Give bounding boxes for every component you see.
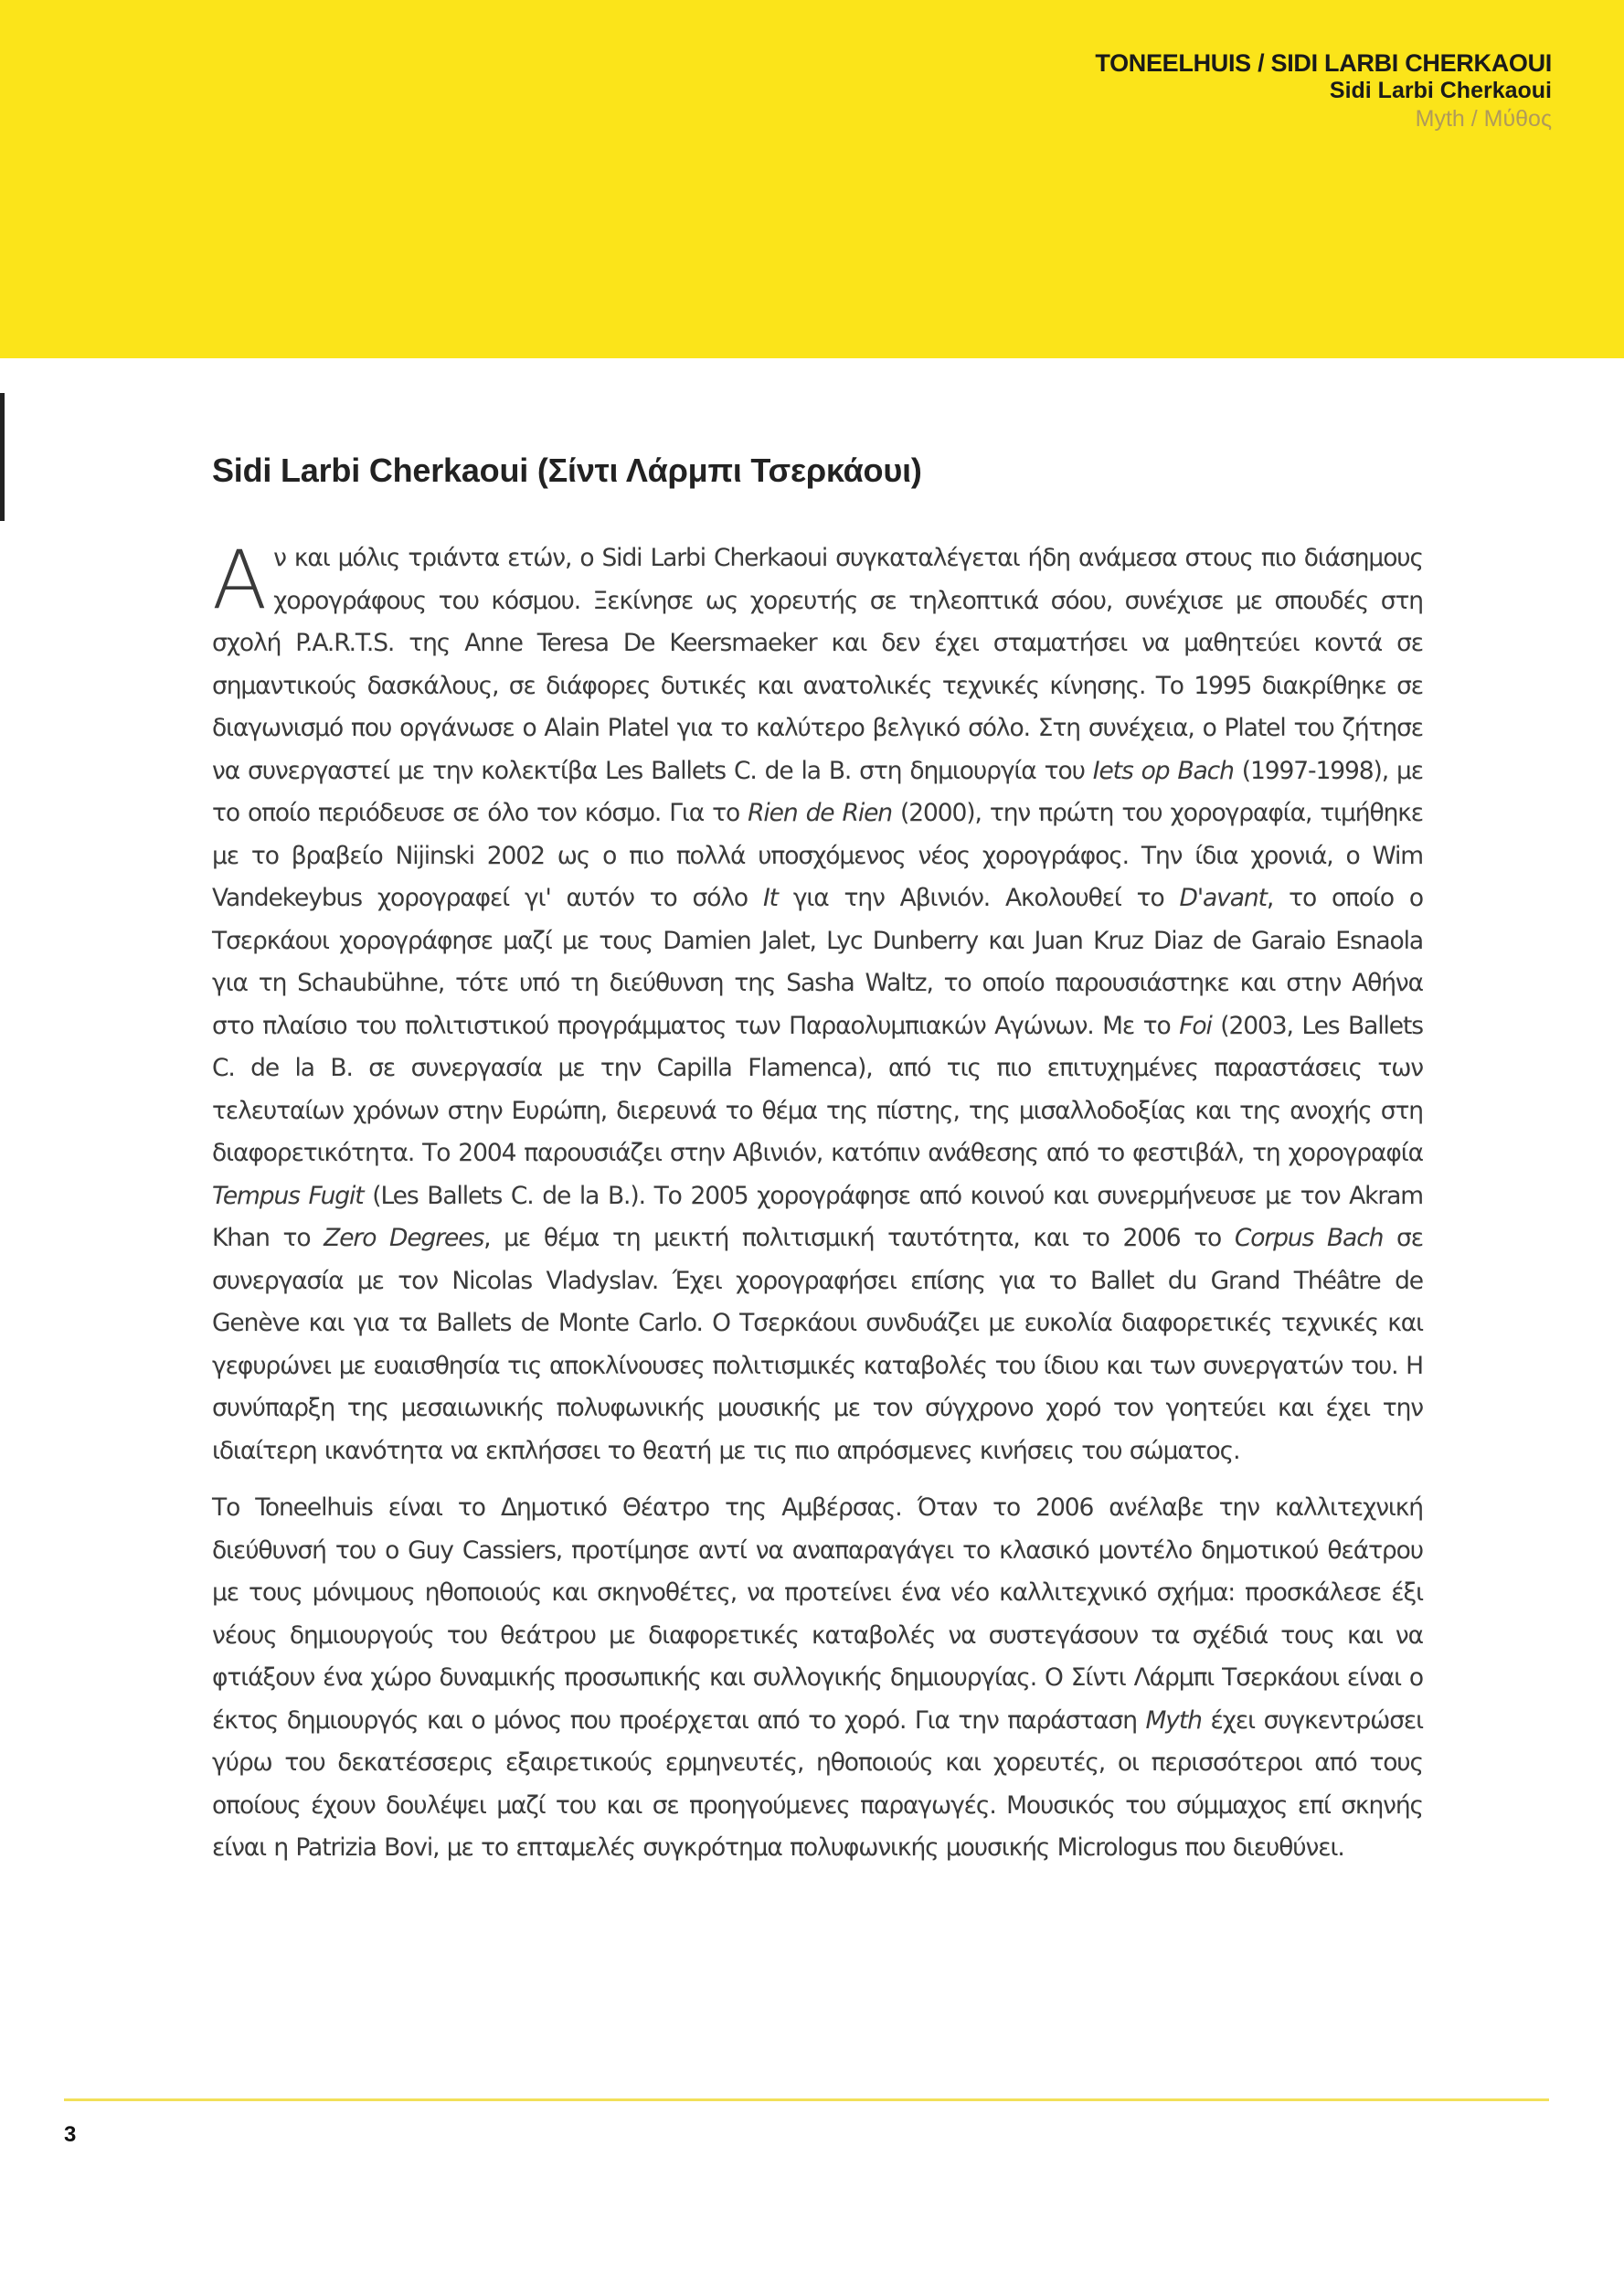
text-run: , το οποίο ο Τσερκάουι χορογράφησε μαζί με τους Damien Jalet, Lyc Dunberry και Juan Kruz Diaz de Garaio Esnaola για τη Schaubühne, τότε υπό τη διεύθυνση της Sasha Waltz, το οποίο παρουσιάστηκε και στην Αθήνα στο πλαίσιο του πολιτιστικού προγράμματος των Παραολυμπιακών Αγώνων. Με το <box>212 884 1423 1040</box>
work-title: Iets op Bach <box>1092 756 1234 785</box>
work-title: Myth <box>1145 1705 1202 1735</box>
scan-edge-mark <box>0 393 5 521</box>
text-run: (2000), την πρώτη του χορογραφία, τιμήθηκε με το βραβείο Nijinski 2002 ως ο πιο πολλά υποσχόμενος νέος χορογράφος. Την ίδια χρονιά, ο Wim Vandekeybus χορογραφεί γι' αυτόν το σόλο <box>212 799 1424 912</box>
text-run: , με θέμα τη μεικτή πολιτισμική ταυτότητα, και το 2006 το <box>483 1224 1235 1252</box>
text-run: έχει συγκεντρώσει γύρω του δεκατέσσερις εξαιρετικούς ερμηνευτές, ηθοποιούς και χορευτές, οι περισσότεροι από τους οποίους έχουν δουλέψει μαζί του και σε προηγούμενες παραγωγές. Μουσικός του σύμμαχος επί σκηνής είναι η Patrizia Bovi, με το επταμελές συγκρότημα πολυφωνικής μουσικής Micrologus που διευθύνει. <box>212 1705 1423 1862</box>
work-title: Rien de Rien <box>748 799 892 827</box>
text-run: (1997-1998), με το οποίο περιόδευσε σε όλο τον κόσμο. Για το <box>212 756 1423 827</box>
work-title: Foi <box>1179 1011 1212 1040</box>
text-run: για την Αβινιόν. Ακολουθεί το <box>777 884 1180 912</box>
article-body <box>212 533 1424 1870</box>
text-run: (Les Ballets C. de la B.). Το 2005 χορογράφησε από κοινού και συνερμήνευσε με τον Akram Khan το <box>212 1181 1423 1252</box>
footer-rule <box>64 2098 1549 2101</box>
paragraph-biography <box>212 533 1424 1472</box>
work-title: D'avant <box>1179 884 1267 912</box>
header-company: TONEELHUIS / SIDI LARBI CHERKAOUI <box>1095 49 1552 77</box>
work-title: It <box>762 884 778 912</box>
drop-cap: Α <box>212 533 267 627</box>
text-run: σε συνεργασία με τον Nicolas Vladyslav. Έχει χορογραφήσει επίσης για το Ballet du Grand Théâtre de Genève και για τα Ballets de Monte Carlo. Ο Τσερκάουι συνδυάζει με ευκολία διαφορετικές τεχνικές και γεφυρώνει με ευαισθησία τις αποκλίνουσες πολιτισμικές καταβολές του ίδιου και των συνεργατών του. Η συνύπαρξη της μεσαιωνικής πολυφωνικής μουσικής με τον σύγχρονο χορό τον γοητεύει και έχει την ιδιαίτερη ικανότητα να εκπλήσσει το θεατή με τις πιο απρόσμενες κινήσεις του σώματος. <box>212 1224 1423 1465</box>
page-number: 3 <box>64 2122 77 2147</box>
text-run: (2003, Les Ballets C. de la B. σε συνεργασία με την Capilla Flamenca), από τις πιο επιτυχημένες παραστάσεις των τελευταίων χρόνων στην Ευρώπη, διερευνά το θέμα της πίστης, της μισαλλοδοξίας και της ανοχής στη διαφορετικότητα. Το 2004 παρουσιάζει στην Αβινιόν, κατόπιν ανάθεσης από το φεστιβάλ, τη χορογραφία <box>212 1011 1423 1167</box>
header-show-title: Myth / Μύθος <box>1415 106 1552 132</box>
header-band <box>0 0 1624 358</box>
work-title: Tempus Fugit <box>212 1181 364 1210</box>
article-title: Sidi Larbi Cherkaoui (Σίντι Λάρμπι Τσερκάουι) <box>212 451 922 489</box>
text-run: ν και μόλις τριάντα ετών, ο Sidi Larbi Cherkaoui συγκαταλέγεται ήδη ανάμεσα στους πιο διάσημους χορογράφους του κόσμου. Ξεκίνησε ως χορευτής σε τηλεοπτικά σόου, συνέχισε με σπουδές στη σχολή P.A.R.T.S. της Anne Teresa De Keersmaeker και δεν έχει σταματήσει να μαθητεύει κοντά σε σημαντικούς δασκάλους, σε διάφορες δυτικές και ανατολικές τεχνικές κίνησης. Το 1995 διακρίθηκε σε διαγωνισμό που οργάνωσε ο Alain Platel για το καλύτερο βελγικό σόλο. Στη συνέχεια, ο Platel του ζήτησε να συνεργαστεί με την κολεκτίβα Les Ballets C. de la B. στη δημιουργία του <box>212 544 1423 785</box>
text-run: Το Toneelhuis είναι το Δημοτικό Θέατρο της Αμβέρσας. Όταν το 2006 ανέλαβε την καλλιτεχνική διεύθυνσή του ο Guy Cassiers, προτίμησε αντί να αναπαραγάγει το κλασικό μοντέλο δημοτικού θεάτρου με τους μόνιμους ηθοποιούς και σκηνοθέτες, να προτείνει ένα νέο καλλιτεχνικό σχήμα: προσκάλεσε έξι νέους δημιουργούς του θεάτρου με διαφορετικές καταβολές να συστεγάσουν τα σχέδιά τους και να φτιάξουν ένα χώρο δυναμικής προσωπικής και συλλογικής δημιουργίας. Ο Σίντι Λάρμπι Τσερκάουι είναι ο έκτος δημιουργός και ο μόνος που προέρχεται από το χορό. Για την παράσταση <box>212 1493 1423 1735</box>
header-artist: Sidi Larbi Cherkaoui <box>1329 78 1552 103</box>
paragraph-toneelhuis <box>212 1487 1423 1870</box>
work-title: Zero Degrees <box>324 1224 484 1252</box>
running-header <box>1095 49 1552 133</box>
work-title: Corpus Bach <box>1234 1224 1384 1252</box>
